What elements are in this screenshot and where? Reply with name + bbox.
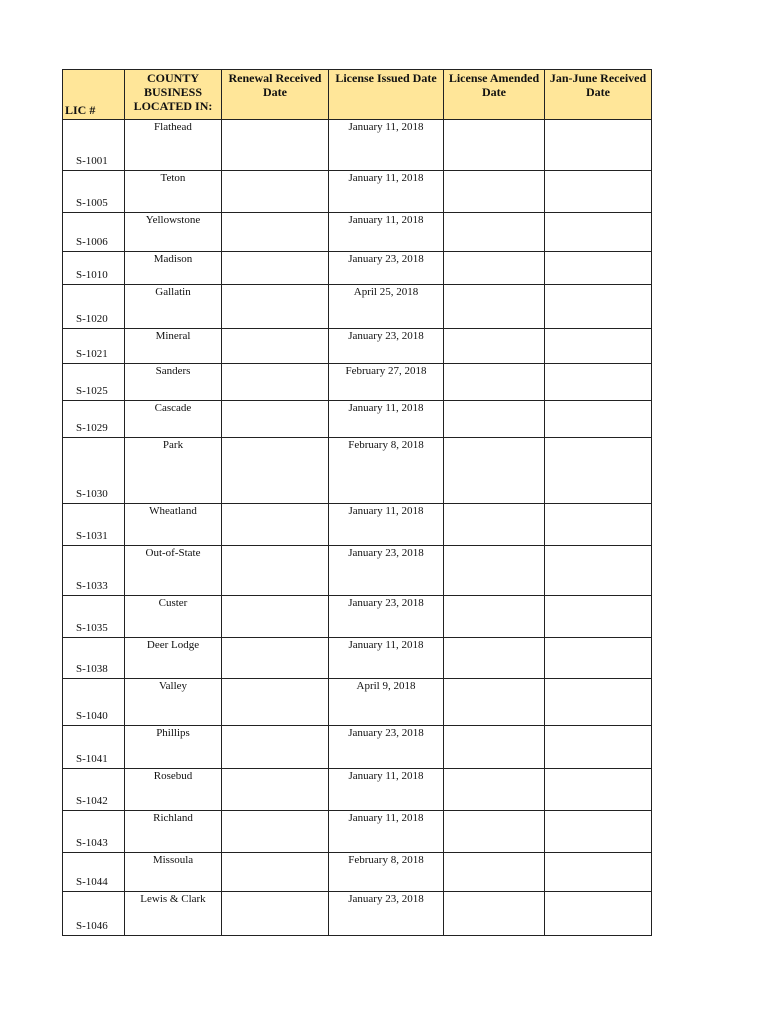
jan-june-received-cell — [545, 285, 652, 329]
header-row — [63, 70, 652, 120]
county-cell: Deer Lodge — [125, 638, 222, 679]
jan-june-received-cell — [545, 769, 652, 811]
license-issued-cell: January 11, 2018 — [329, 120, 444, 171]
county-cell: Valley — [125, 679, 222, 726]
license-amended-cell — [444, 213, 545, 252]
renewal-received-cell — [222, 213, 329, 252]
county-cell: Phillips — [125, 726, 222, 769]
jan-june-received-cell — [545, 596, 652, 638]
renewal-received-cell — [222, 892, 329, 936]
county-cell: Sanders — [125, 364, 222, 401]
lic-number-cell: S-1001 — [63, 120, 125, 171]
lic-number-cell: S-1046 — [63, 892, 125, 936]
license-issued-cell: January 11, 2018 — [329, 401, 444, 438]
license-amended-cell — [444, 285, 545, 329]
license-amended-cell — [444, 329, 545, 364]
table-row — [63, 401, 652, 438]
jan-june-received-cell — [545, 853, 652, 892]
license-amended-cell — [444, 679, 545, 726]
renewal-received-cell — [222, 364, 329, 401]
header-county: COUNTY BUSINESS LOCATED IN: — [125, 70, 222, 120]
table-row — [63, 769, 652, 811]
renewal-received-cell — [222, 171, 329, 213]
renewal-received-cell — [222, 252, 329, 285]
license-amended-cell — [444, 811, 545, 853]
license-table — [62, 69, 652, 936]
license-amended-cell — [444, 546, 545, 596]
license-amended-cell — [444, 401, 545, 438]
license-amended-cell — [444, 364, 545, 401]
renewal-received-cell — [222, 329, 329, 364]
license-amended-cell — [444, 769, 545, 811]
county-cell: Gallatin — [125, 285, 222, 329]
lic-number-cell: S-1031 — [63, 504, 125, 546]
lic-number-cell: S-1029 — [63, 401, 125, 438]
table-row — [63, 811, 652, 853]
license-issued-cell: January 23, 2018 — [329, 546, 444, 596]
header-lic-number: LIC # — [63, 70, 125, 120]
county-cell: Wheatland — [125, 504, 222, 546]
table-header — [63, 70, 652, 120]
license-issued-cell: January 11, 2018 — [329, 171, 444, 213]
license-amended-cell — [444, 726, 545, 769]
lic-number-cell: S-1025 — [63, 364, 125, 401]
jan-june-received-cell — [545, 726, 652, 769]
renewal-received-cell — [222, 769, 329, 811]
license-issued-cell: January 23, 2018 — [329, 252, 444, 285]
county-cell: Lewis & Clark — [125, 892, 222, 936]
table-row — [63, 171, 652, 213]
lic-number-cell: S-1020 — [63, 285, 125, 329]
license-issued-cell: January 11, 2018 — [329, 213, 444, 252]
renewal-received-cell — [222, 596, 329, 638]
table-row — [63, 364, 652, 401]
license-issued-cell: February 27, 2018 — [329, 364, 444, 401]
lic-number-cell: S-1042 — [63, 769, 125, 811]
jan-june-received-cell — [545, 892, 652, 936]
renewal-received-cell — [222, 285, 329, 329]
license-issued-cell: January 11, 2018 — [329, 769, 444, 811]
table-row — [63, 285, 652, 329]
license-issued-cell: January 23, 2018 — [329, 329, 444, 364]
renewal-received-cell — [222, 726, 329, 769]
lic-number-cell: S-1021 — [63, 329, 125, 364]
license-issued-cell: January 11, 2018 — [329, 638, 444, 679]
jan-june-received-cell — [545, 171, 652, 213]
renewal-received-cell — [222, 401, 329, 438]
county-cell: Missoula — [125, 853, 222, 892]
table-body — [63, 120, 652, 936]
table-row — [63, 329, 652, 364]
license-issued-cell: April 9, 2018 — [329, 679, 444, 726]
lic-number-cell: S-1033 — [63, 546, 125, 596]
license-amended-cell — [444, 120, 545, 171]
lic-number-cell: S-1035 — [63, 596, 125, 638]
license-issued-cell: April 25, 2018 — [329, 285, 444, 329]
county-cell: Madison — [125, 252, 222, 285]
header-renewal-received-date: Renewal Received Date — [222, 70, 329, 120]
lic-number-cell: S-1006 — [63, 213, 125, 252]
jan-june-received-cell — [545, 329, 652, 364]
license-amended-cell — [444, 853, 545, 892]
jan-june-received-cell — [545, 364, 652, 401]
renewal-received-cell — [222, 546, 329, 596]
license-amended-cell — [444, 638, 545, 679]
renewal-received-cell — [222, 504, 329, 546]
jan-june-received-cell — [545, 120, 652, 171]
renewal-received-cell — [222, 638, 329, 679]
jan-june-received-cell — [545, 638, 652, 679]
table-row — [63, 252, 652, 285]
license-amended-cell — [444, 504, 545, 546]
renewal-received-cell — [222, 679, 329, 726]
renewal-received-cell — [222, 438, 329, 504]
header-jan-june-received-date: Jan-June Received Date — [545, 70, 652, 120]
license-amended-cell — [444, 596, 545, 638]
county-cell: Out-of-State — [125, 546, 222, 596]
county-cell: Richland — [125, 811, 222, 853]
county-cell: Cascade — [125, 401, 222, 438]
license-amended-cell — [444, 252, 545, 285]
license-amended-cell — [444, 438, 545, 504]
county-cell: Park — [125, 438, 222, 504]
county-cell: Rosebud — [125, 769, 222, 811]
jan-june-received-cell — [545, 546, 652, 596]
lic-number-cell: S-1044 — [63, 853, 125, 892]
license-issued-cell: January 11, 2018 — [329, 504, 444, 546]
renewal-received-cell — [222, 120, 329, 171]
header-license-issued-date: License Issued Date — [329, 70, 444, 120]
lic-number-cell: S-1038 — [63, 638, 125, 679]
lic-number-cell: S-1041 — [63, 726, 125, 769]
license-issued-cell: January 11, 2018 — [329, 811, 444, 853]
license-amended-cell — [444, 892, 545, 936]
county-cell: Mineral — [125, 329, 222, 364]
renewal-received-cell — [222, 811, 329, 853]
jan-june-received-cell — [545, 401, 652, 438]
header-license-amended-date: License Amended Date — [444, 70, 545, 120]
lic-number-cell: S-1043 — [63, 811, 125, 853]
jan-june-received-cell — [545, 504, 652, 546]
jan-june-received-cell — [545, 438, 652, 504]
license-issued-cell: February 8, 2018 — [329, 853, 444, 892]
table-row — [63, 438, 652, 504]
jan-june-received-cell — [545, 213, 652, 252]
table-row — [63, 638, 652, 679]
table-row — [63, 213, 652, 252]
license-issued-cell: January 23, 2018 — [329, 726, 444, 769]
table-row — [63, 546, 652, 596]
license-amended-cell — [444, 171, 545, 213]
jan-june-received-cell — [545, 252, 652, 285]
lic-number-cell: S-1040 — [63, 679, 125, 726]
table-row — [63, 892, 652, 936]
license-issued-cell: January 23, 2018 — [329, 596, 444, 638]
table-row — [63, 120, 652, 171]
license-issued-cell: January 23, 2018 — [329, 892, 444, 936]
county-cell: Custer — [125, 596, 222, 638]
county-cell: Teton — [125, 171, 222, 213]
lic-number-cell: S-1010 — [63, 252, 125, 285]
table-row — [63, 504, 652, 546]
lic-number-cell: S-1005 — [63, 171, 125, 213]
table-row — [63, 726, 652, 769]
table-row — [63, 596, 652, 638]
license-issued-cell: February 8, 2018 — [329, 438, 444, 504]
table-row — [63, 853, 652, 892]
jan-june-received-cell — [545, 679, 652, 726]
jan-june-received-cell — [545, 811, 652, 853]
table-row — [63, 679, 652, 726]
lic-number-cell: S-1030 — [63, 438, 125, 504]
county-cell: Flathead — [125, 120, 222, 171]
renewal-received-cell — [222, 853, 329, 892]
county-cell: Yellowstone — [125, 213, 222, 252]
